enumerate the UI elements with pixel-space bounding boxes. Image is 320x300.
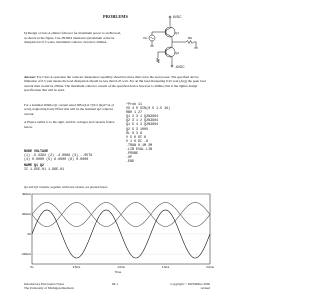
graph-caption: Q2 and Q3 currents, together with load current, are plotted below. <box>24 185 108 189</box>
y-tick-label: 200mA <box>22 212 31 216</box>
x-tick-label: 1.0ms <box>117 265 125 269</box>
page-title: PROBLEMS <box>103 14 128 19</box>
x-tick-label: 0.5ms <box>72 265 81 269</box>
vcc-top-label: 6VDC <box>173 15 182 19</box>
x-tick-label: 1.5ms <box>161 265 170 269</box>
netlist-line: RL 0 3 8 <box>126 131 143 136</box>
answer-paragraph <box>24 75 211 93</box>
x-tick-label: 0s <box>30 265 34 269</box>
vin-label: Vin <box>143 36 148 40</box>
netlist-line: RB0 1 27 <box>126 111 143 116</box>
plot-frame <box>32 194 210 264</box>
node-row: (4) 0.0000 (5) 6.0000 (6) 0.0000 <box>24 158 89 163</box>
netlist-intro: A PSpice netlist is to the right, and DC voltages and currents follow below. <box>24 120 115 129</box>
netlist-line: V 5 0 DC 6 <box>126 135 147 140</box>
y-tick-label: -200mA <box>21 252 31 256</box>
x-tick-label: 2.0ms <box>206 265 214 269</box>
netlist-line: Q1 2 3 1 Q2N3904 <box>126 115 159 120</box>
problem-body: Design a Class A emitter follower for maximum power to an 8Ω load, as shown in the figure. Use 2N3904 transistors (maximum collector dissipation is 0.5 watts, maximum collector current is 200mA. <box>24 31 122 45</box>
current-plot <box>18 192 214 274</box>
netlist-line: Q2 3 1 2 Q2N3904 <box>126 119 159 124</box>
q1-label: Q1 <box>175 31 180 35</box>
dc-results <box>24 150 92 172</box>
footer-right <box>146 283 210 291</box>
x-axis-label: Time <box>114 270 122 274</box>
left-column <box>24 103 122 129</box>
node-row: (1) -5.3392 (2) -4.0088 (3) -.0579 <box>24 154 93 159</box>
q2-label: Q2 <box>175 51 180 55</box>
y-tick-label: 400mA <box>22 192 31 196</box>
netlist-line: Q1 5 4 3 Q2N3904 <box>126 123 159 128</box>
problem-number: 1) <box>24 31 27 35</box>
netlist-line: VS 4 0 SIN(0 5 1.5 1K) <box>126 107 171 112</box>
netlist-line: .END <box>126 160 135 165</box>
load-label: 8Ω <box>188 36 192 40</box>
netlist-line: Q2 5 3 100U <box>126 127 149 132</box>
footer-revised: revised <box>200 285 210 290</box>
name-row: IC 1.95E-01 1.96E-01 <box>24 168 65 173</box>
problem-text <box>24 31 122 45</box>
footer-page: 96-1 <box>112 282 118 286</box>
name-header: NAME Q1 Q2 <box>24 164 45 169</box>
footer-university: The University of Michigan-Dearborn <box>24 285 74 290</box>
circuit-diagram <box>128 12 208 72</box>
netlist-line: .PROBE <box>126 152 139 157</box>
netlist-line: .OP <box>126 156 133 161</box>
footer-left <box>24 283 74 291</box>
answer-text: For Class A operation the collector dissipation capability should be more than twice the load power. The specified device limitation of 0.5 watt means the load dissipation should be less than 0.25 watt. For an 8Ω load dissipating 0.25 watt (Avg) the peak load current then would be 250ma. The maximum collector current of the specified device however is 200ma; this is the tighter design specification that will be used. <box>24 75 206 93</box>
netlist-line: .TRAN 0.1M 2M <box>126 143 153 148</box>
y-tick-label: 0A <box>27 232 31 236</box>
netlist-line: V 1 0 DC -6 <box>126 139 149 144</box>
netlist <box>126 103 170 164</box>
footer-copyright: Copyright © M.H.Miller 2000 <box>170 282 210 286</box>
vcc-bottom-label: -6VDC <box>175 65 185 69</box>
footer-course: Introductory Electronics Notes <box>24 282 65 286</box>
rb-paragraph: For a nominal 200ma Q1 current select RB=(6-0.7)/0.2 (K)27 Ω, (I watt), neglecting Early Effect this will be the nominal Q2 collector current. <box>24 103 114 116</box>
node-header: NODE VOLTAGE <box>24 150 49 154</box>
netlist-header: *Prob 11 <box>126 103 143 107</box>
answer-lead: Answer: <box>24 75 37 79</box>
netlist-line: .LIB EVAL.LIB <box>126 148 153 153</box>
